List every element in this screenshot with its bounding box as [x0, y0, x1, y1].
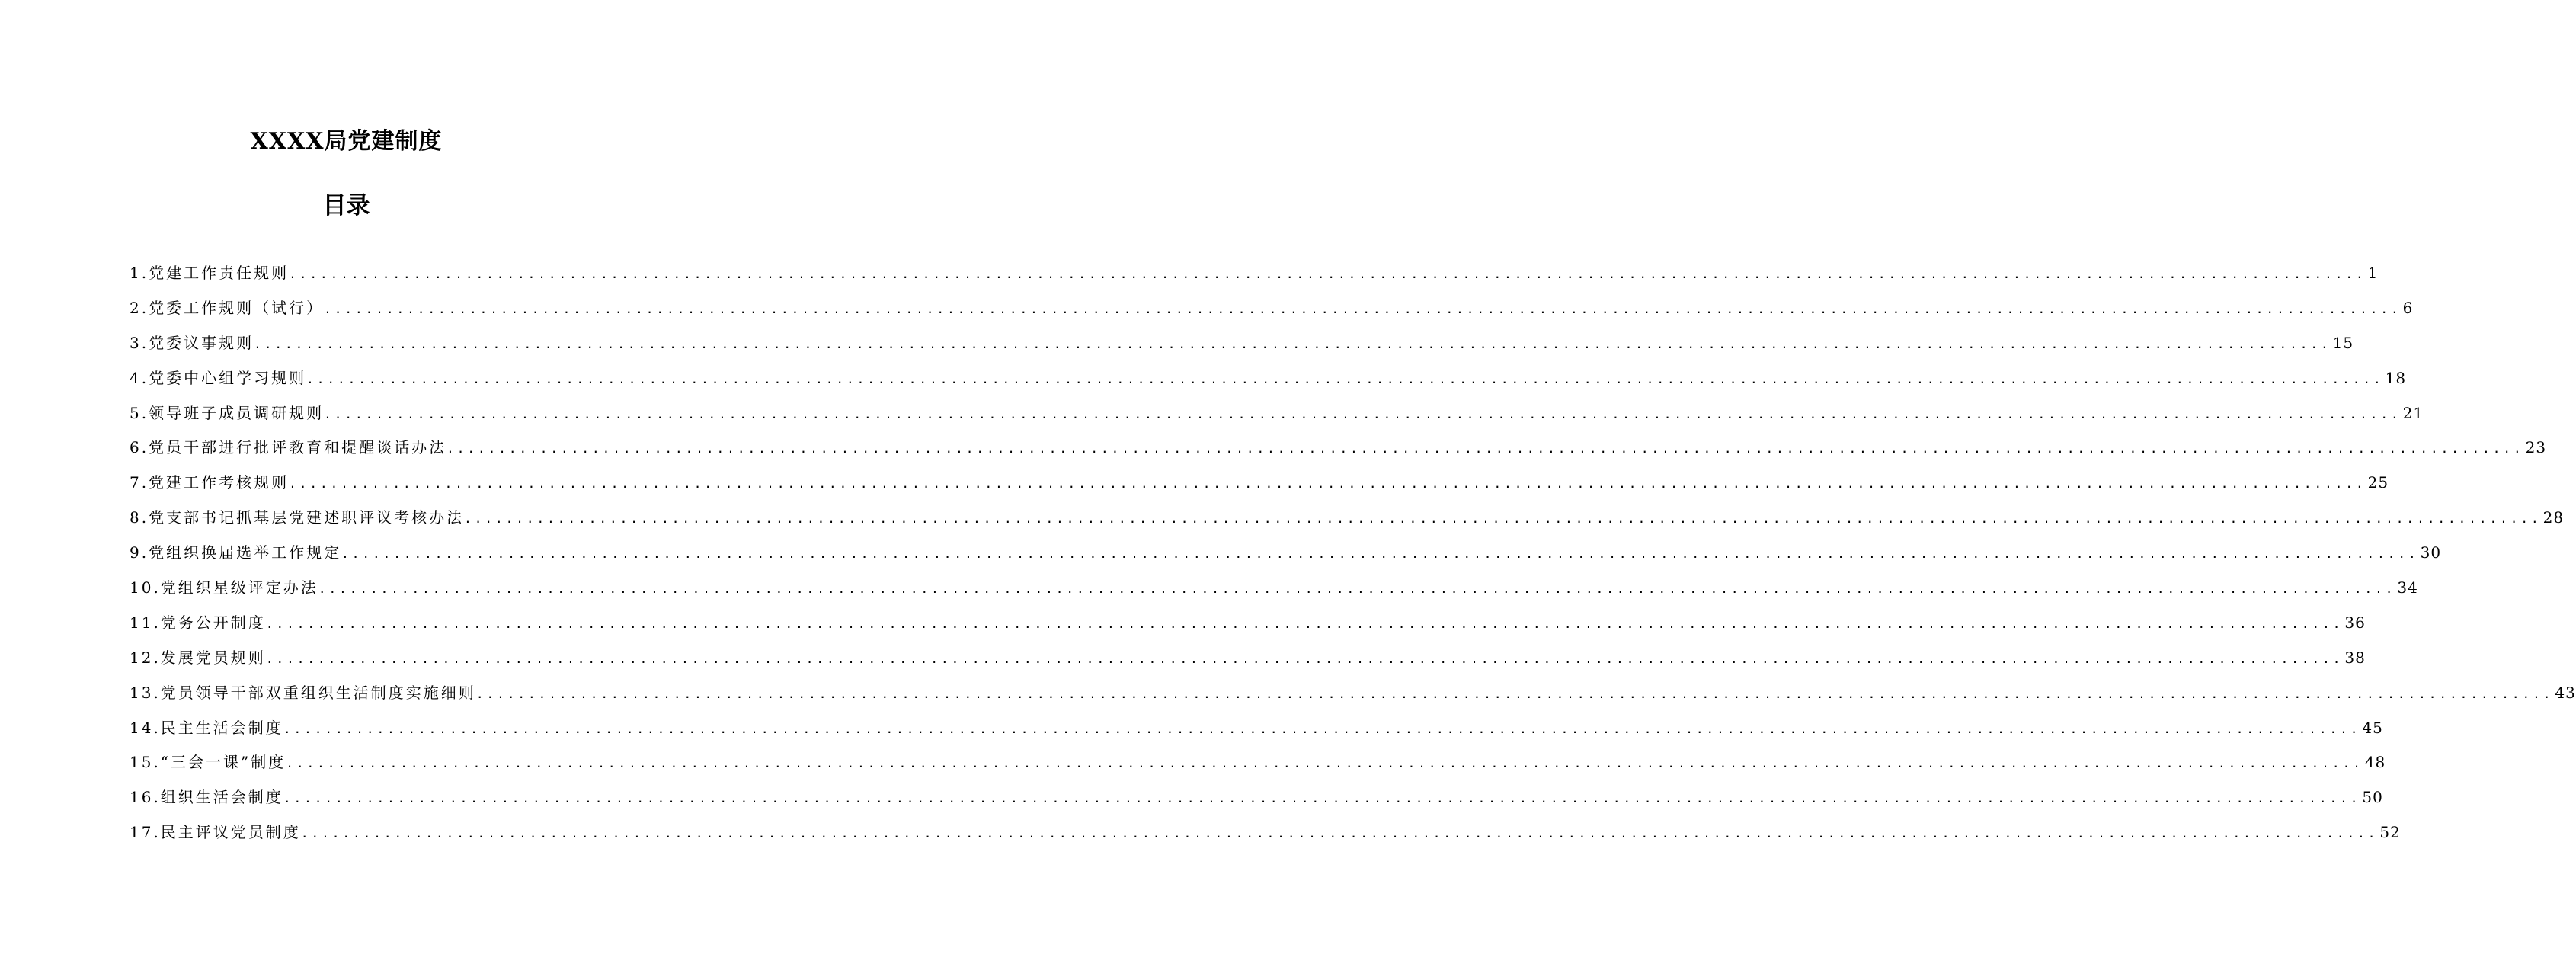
- toc-dot-leader: ........................................................................................................................................................................................................: [306, 371, 2384, 386]
- toc-entry[interactable]: [130, 396, 2424, 431]
- toc-entry-label: 6.党员干部进行批评教育和提醒谈话办法: [130, 438, 447, 457]
- toc-dot-leader: ........................................................................................................................................................................................................: [254, 336, 2331, 351]
- toc-entry[interactable]: [130, 780, 2383, 815]
- toc-entry[interactable]: [130, 501, 2565, 536]
- toc-dot-leader: ........................................................................................................................................................................................................: [265, 651, 2344, 666]
- toc-entry-label: 8.党支部书记抓基层党建述职评议考核办法: [130, 508, 465, 527]
- toc-entry[interactable]: [130, 291, 2414, 326]
- toc-entry[interactable]: [130, 256, 2379, 291]
- toc-entry-label: 11.党务公开制度: [130, 613, 266, 632]
- toc-dot-leader: ........................................................................................................................................................................................................: [341, 546, 2419, 562]
- toc-entry[interactable]: [130, 466, 2389, 501]
- toc-entry-page-number: 25: [2367, 473, 2389, 492]
- toc-heading: 目录: [322, 192, 370, 219]
- toc-dot-leader: ........................................................................................................................................................................................................: [289, 476, 2366, 492]
- toc-dot-leader: ........................................................................................................................................................................................................: [265, 616, 2344, 631]
- toc-entry-label: 3.党委议事规则: [130, 333, 254, 352]
- document-title: XXXX局党建制度: [250, 128, 443, 155]
- toc-dot-leader: ........................................................................................................................................................................................................: [286, 756, 2363, 771]
- toc-entry-page-number: 48: [2364, 753, 2386, 772]
- toc-entry-label: 1.党建工作责任规则: [130, 264, 290, 282]
- toc-entry[interactable]: [130, 676, 2576, 711]
- toc-dot-leader: ........................................................................................................................................................................................................: [300, 826, 2379, 841]
- toc-entry[interactable]: [130, 536, 2442, 571]
- toc-entry-page-number: 1: [2367, 264, 2379, 282]
- toc-entry-page-number: 21: [2402, 403, 2424, 422]
- toc-entry-label: 15.“三会一课”制度: [130, 753, 286, 772]
- toc-entry-label: 5.领导班子成员调研规则: [130, 403, 325, 422]
- toc-dot-leader: ........................................................................................................................................................................................................: [475, 686, 2554, 701]
- toc-dot-leader: ........................................................................................................................................................................................................: [324, 301, 2402, 316]
- toc-dot-leader: ........................................................................................................................................................................................................: [289, 267, 2366, 281]
- toc-entry[interactable]: [130, 606, 2366, 641]
- toc-entry-label: 4.党委中心组学习规则: [130, 368, 307, 387]
- toc-entry-page-number: 23: [2525, 438, 2547, 457]
- toc-entry[interactable]: [130, 745, 2386, 780]
- toc-dot-leader: ........................................................................................................................................................................................................: [283, 791, 2361, 806]
- toc-entry[interactable]: [130, 711, 2383, 746]
- toc-entry-page-number: 50: [2362, 788, 2383, 807]
- toc-entry[interactable]: [130, 641, 2366, 676]
- table-of-contents: [130, 256, 2576, 850]
- toc-entry-label: 12.发展党员规则: [130, 648, 266, 667]
- toc-entry-label: 16.组织生活会制度: [130, 788, 283, 807]
- toc-entry-label: 17.民主评议党员制度: [130, 823, 301, 842]
- toc-entry-label: 7.党建工作考核规则: [130, 473, 290, 492]
- toc-dot-leader: ........................................................................................................................................................................................................: [324, 406, 2402, 421]
- toc-entry-label: 2.党委工作规则（试行）: [130, 298, 325, 317]
- toc-entry-label: 10.党组织星级评定办法: [130, 578, 318, 597]
- toc-dot-leader: ........................................................................................................................................................................................................: [318, 581, 2396, 597]
- toc-entry-page-number: 43: [2555, 683, 2576, 702]
- toc-entry[interactable]: [130, 326, 2354, 361]
- toc-entry-page-number: 30: [2420, 543, 2442, 562]
- toc-entry-page-number: 52: [2379, 823, 2401, 842]
- toc-entry-label: 9.党组织换届选举工作规定: [130, 543, 342, 562]
- toc-entry-page-number: 38: [2344, 648, 2366, 667]
- toc-entry-page-number: 15: [2332, 333, 2354, 352]
- toc-dot-leader: ........................................................................................................................................................................................................: [464, 511, 2542, 527]
- toc-entry-page-number: 34: [2397, 578, 2418, 597]
- toc-entry-page-number: 18: [2385, 368, 2407, 387]
- toc-entry-page-number: 6: [2402, 298, 2414, 317]
- toc-dot-leader: ........................................................................................................................................................................................................: [283, 721, 2361, 736]
- toc-entry-page-number: 36: [2344, 613, 2366, 632]
- toc-entry[interactable]: [130, 361, 2407, 396]
- toc-entry-label: 13.党员领导干部双重组织生活制度实施细则: [130, 683, 476, 702]
- toc-entry[interactable]: [130, 431, 2547, 466]
- toc-entry[interactable]: [130, 571, 2418, 606]
- toc-entry-page-number: 45: [2362, 718, 2383, 737]
- toc-entry[interactable]: [130, 815, 2401, 850]
- toc-entry-page-number: 28: [2542, 508, 2565, 527]
- toc-dot-leader: ........................................................................................................................................................................................................: [446, 441, 2524, 456]
- toc-entry-label: 14.民主生活会制度: [130, 718, 283, 737]
